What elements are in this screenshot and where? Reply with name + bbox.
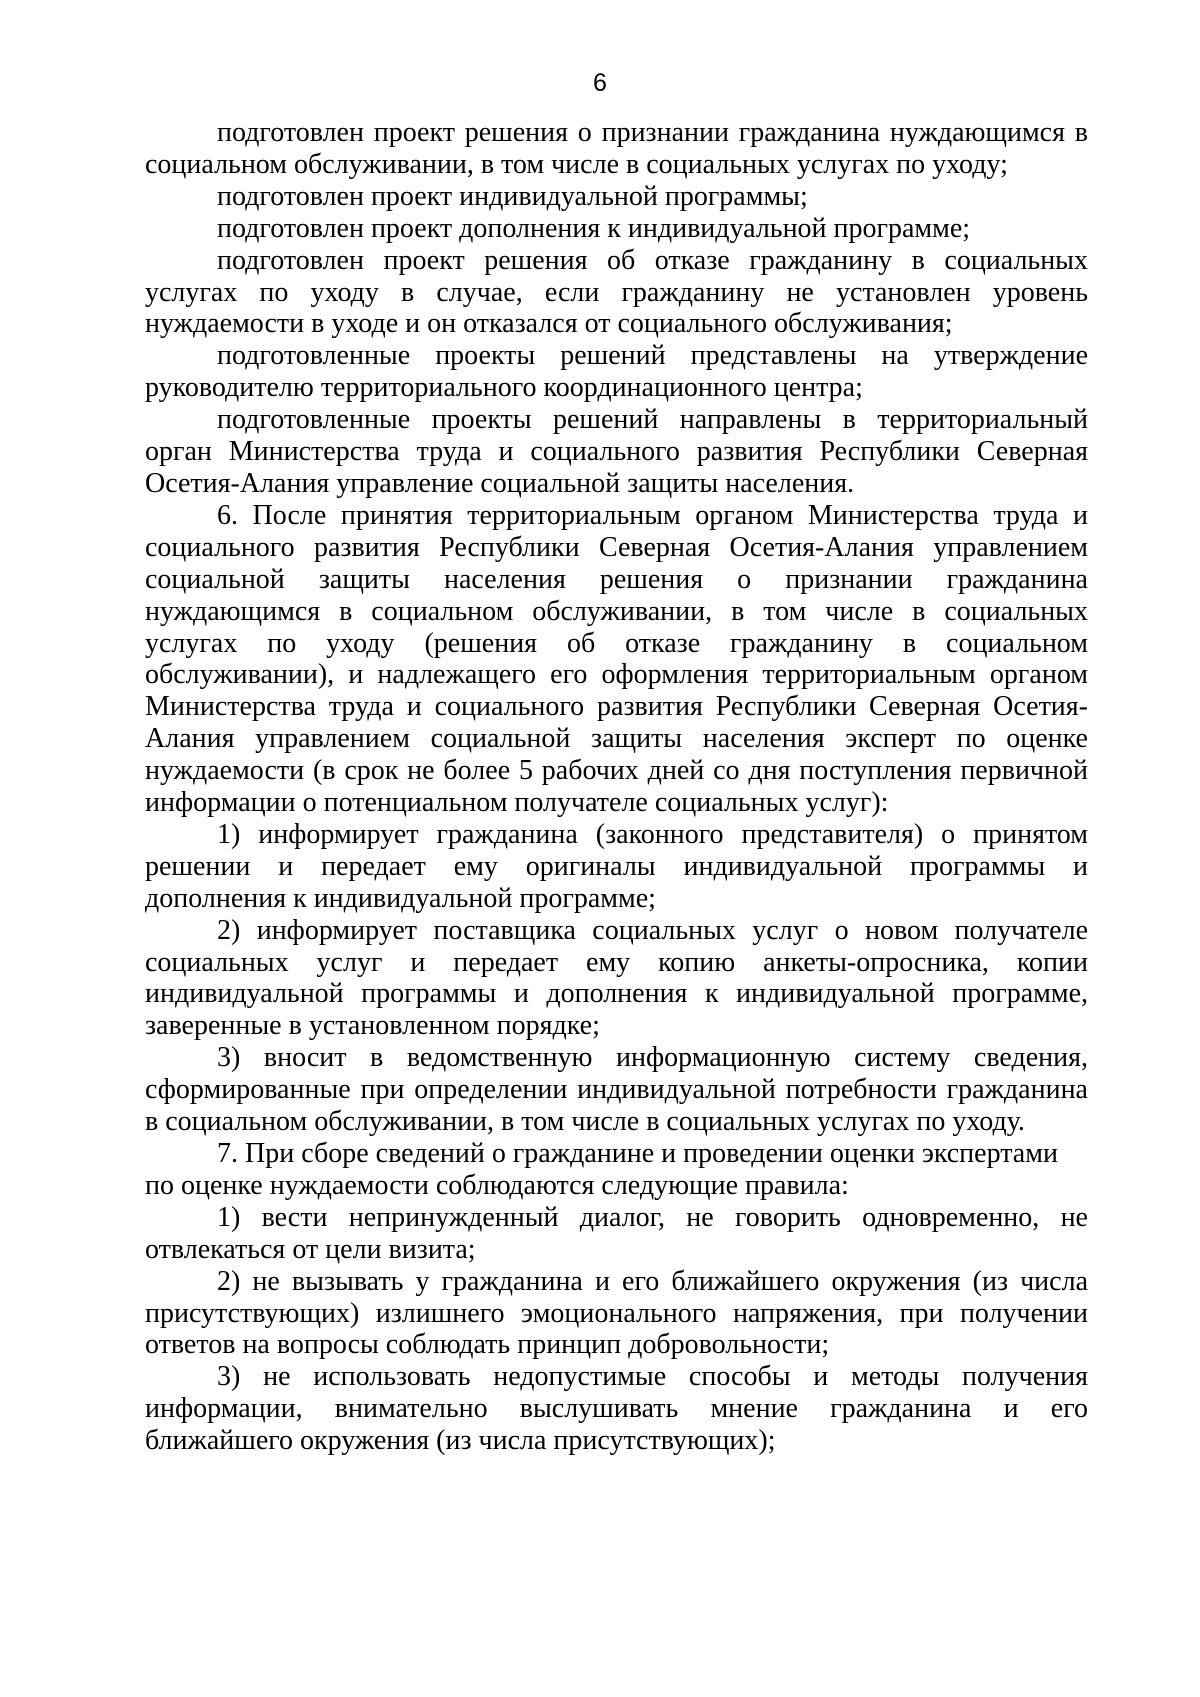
paragraph-decision-draft: подготовлен проект решения о признании гражданина нуждающимся в социальном обслуживании, в том числе в социальных услугах по уходу; [145,117,1088,180]
paragraph-program-supplement-draft: подготовлен проект дополнения к индивидуальной программе; [217,212,971,244]
paragraph-drafts-sent: подготовленные проекты решений направлены в территориальный орган Министерства труда и социального развития Республики Северная Осетия-Алания управление социальной защиты населения. [145,404,1088,499]
paragraph-6-subitem-2: 2) информирует поставщика социальных услуг о новом получателе социальных услуг и передает ему копию анкеты-опросника, копии индивидуальной программы и дополнения к индивидуальной программе, заверенные в установленном порядке; [145,914,1088,1042]
paragraph-individual-program-draft: подготовлен проект индивидуальной программы; [217,180,808,212]
paragraph-6-subitem-3: 3) вносит в ведомственную информационную систему сведения, сформированные при определении индивидуальной потребности гражданина в социальном обслуживании, в том числе в социальных услугах по уходу. [145,1042,1088,1138]
paragraph-7-subitem-3: 3) не использовать недопустимые способы и методы получения информации, внимательно выслушивать мнение гражданина и его ближайшего окружения (из числа присутствующих); [145,1361,1088,1457]
paragraph-refusal-draft: подготовлен проект решения об отказе гражданину в социальных услугах по уходу в случае, если гражданину не установлен уровень нуждаемости в уходе и он отказался от социального обслуживания; [145,244,1088,340]
document-body [145,117,1088,1457]
paragraph-6-subitem-1: 1) информирует гражданина (законного представителя) о принятом решении и передает ему оригиналы индивидуальной программы и дополнения к индивидуальной программе; [145,818,1088,914]
paragraph-7-subitem-2: 2) не вызывать у гражданина и его ближайшего окружения (из числа присутствующих) излишнего эмоционального напряжения, при получении ответов на вопросы соблюдать принцип добровольности; [145,1265,1088,1361]
paragraph-drafts-submitted: подготовленные проекты решений представлены на утверждение руководителю территориального координационного центра; [145,340,1088,404]
page-number: 6 [593,69,607,97]
paragraph-item-7: 7. При сборе сведений о гражданине и проведении оценки экспертами по оценке нуждаемости соблюдаются следующие правила: [145,1138,1058,1201]
paragraph-7-subitem-1: 1) вести непринужденный диалог, не говорить одновременно, не отвлекаться от цели визита; [145,1201,1088,1265]
paragraph-item-6: 6. После принятия территориальным органом Министерства труда и социального развития Республики Северная Осетия-Алания управлением социальной защиты населения решения о признании гражданина нуждающимся в социальном обслуживании, в том числе в социальных услугах по уходу (решения об отказе гражданину в социальном обслуживании), и надлежащего его оформления территориальным органом Министерства труда и социального развития Республики Северная Осетия-Алания управлением социальной защиты населения эксперт по оценке нуждаемости (в срок не более 5 рабочих дней со дня поступления первичной информации о потенциальном получателе социальных услуг): [145,499,1088,819]
